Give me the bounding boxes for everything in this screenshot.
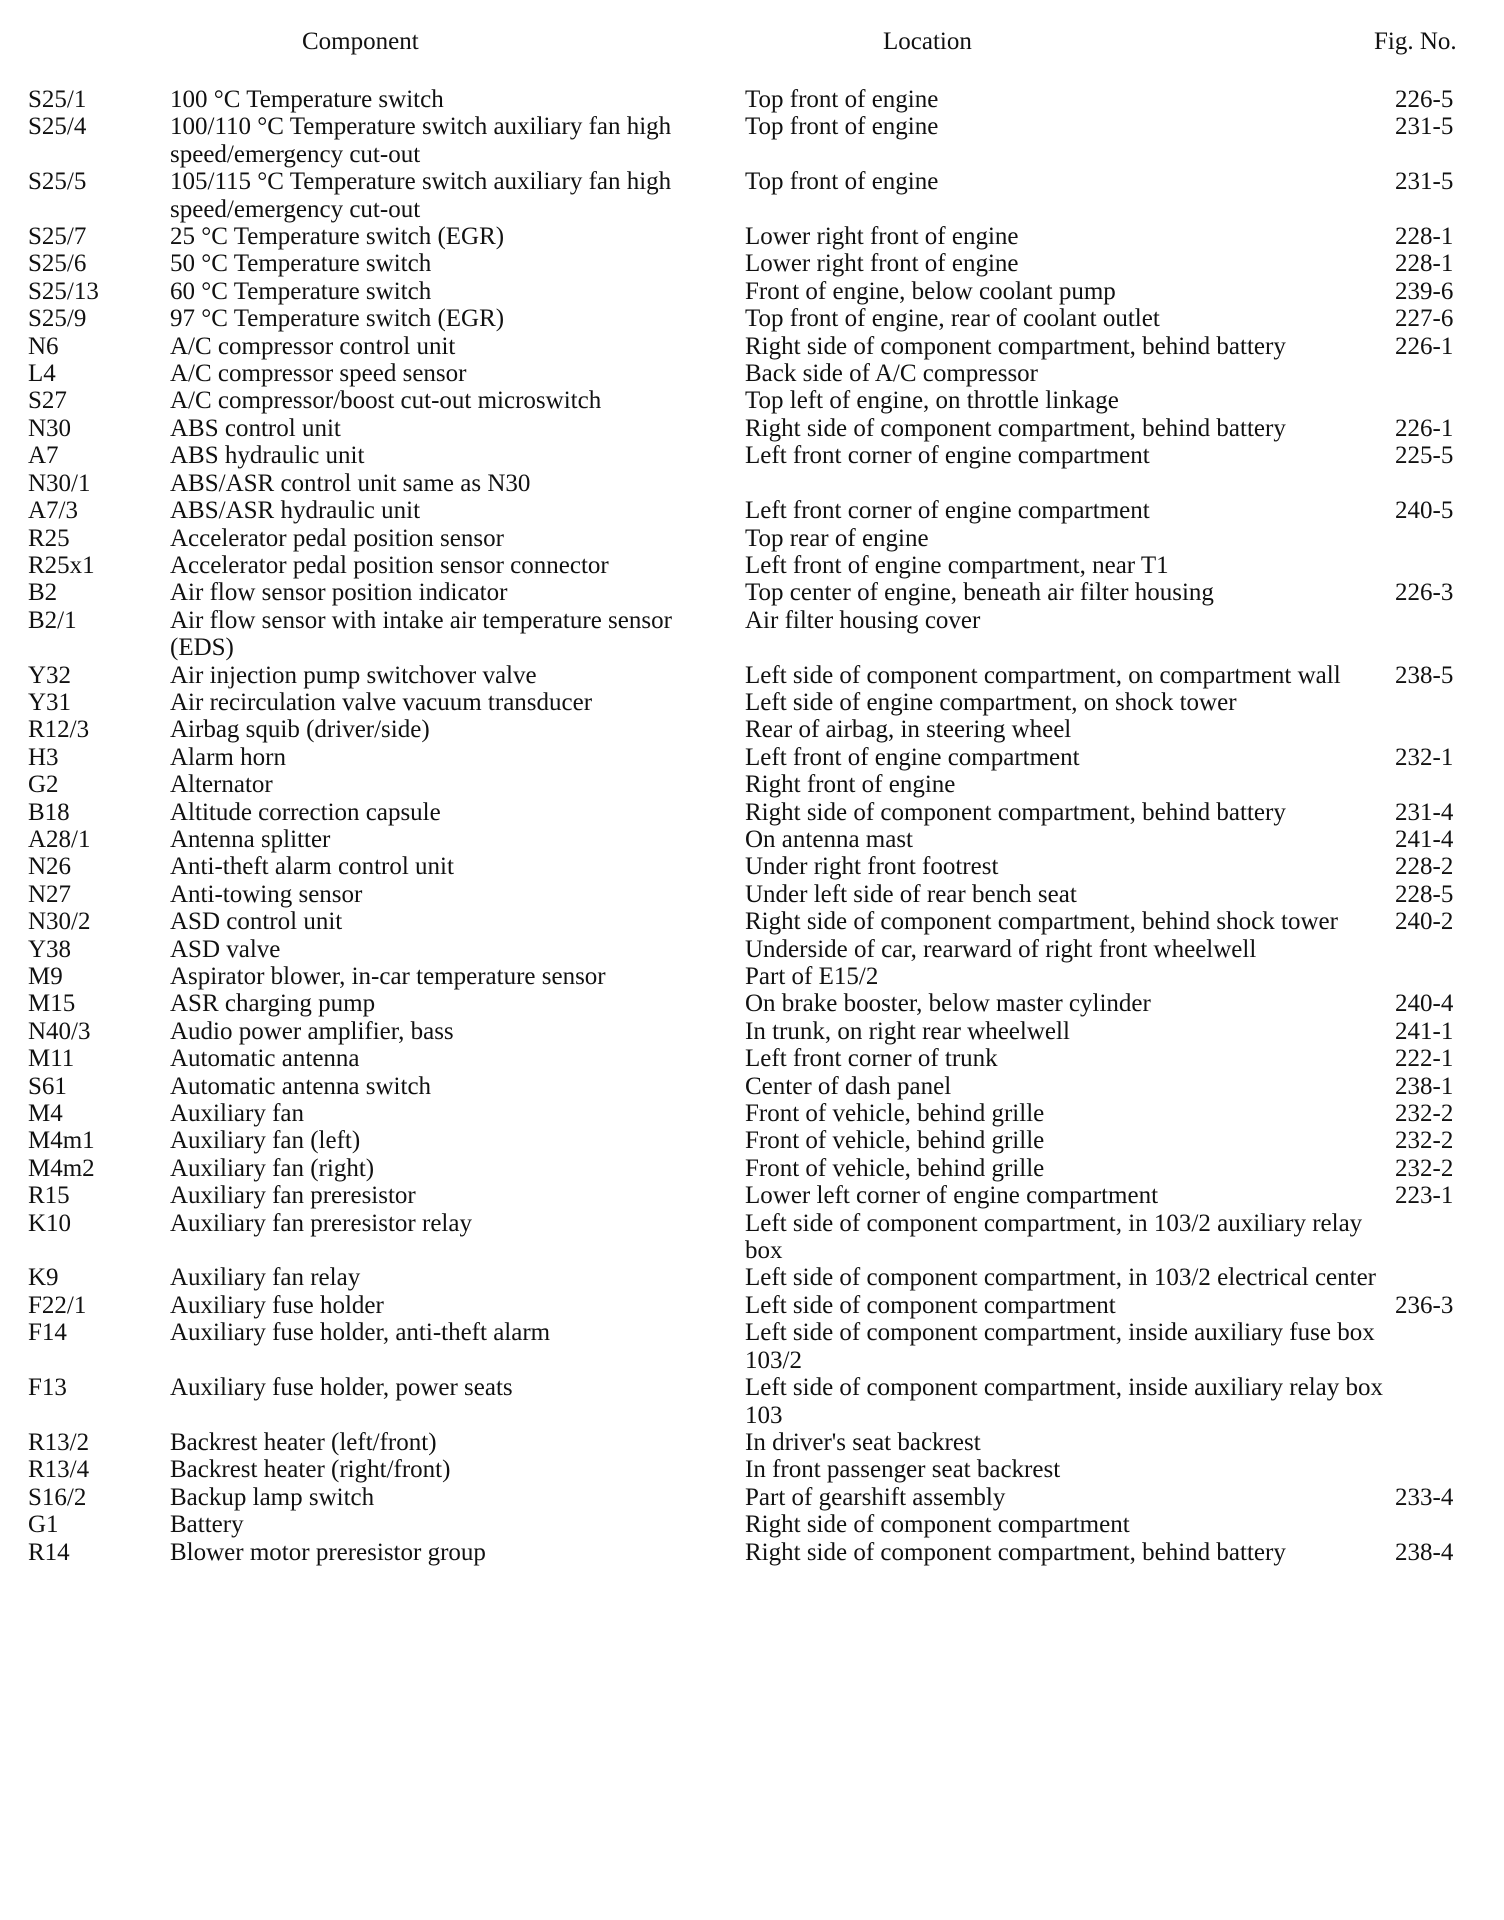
component-name: Air flow sensor position indicator xyxy=(170,579,508,607)
component-location: Left side of engine compartment, on shock tower xyxy=(745,688,1237,716)
component-code: F13 xyxy=(28,1374,67,1402)
table-row xyxy=(0,881,1504,908)
figure-number xyxy=(1395,1429,1504,1456)
component-location: Top front of engine xyxy=(745,86,939,113)
component-location: Left front corner of engine compartment xyxy=(745,497,1150,525)
component-code: S25/9 xyxy=(28,305,87,333)
component-name: 100/110 °C Temperature switch auxiliary fan high speed/emergency cut-out xyxy=(170,113,672,168)
component-code: S25/6 xyxy=(28,250,87,278)
figure-number xyxy=(1395,1319,1504,1374)
figure-number xyxy=(1395,689,1504,716)
component-location: Under left side of rear bench seat xyxy=(745,880,1077,908)
figure-number: 238-1 xyxy=(1395,1072,1454,1100)
component-code: R12/3 xyxy=(28,716,90,744)
figure-number: 226-1 xyxy=(1395,414,1454,442)
table-row xyxy=(0,113,1504,168)
component-location xyxy=(745,470,1395,497)
header-fig-no: Fig. No. xyxy=(1374,28,1457,55)
component-code: Y32 xyxy=(28,661,72,689)
component-name: Auxiliary fuse holder, anti-theft alarm xyxy=(170,1319,551,1347)
figure-number: 240-5 xyxy=(1395,497,1454,525)
component-code: A7/3 xyxy=(28,497,78,525)
component-code: F22/1 xyxy=(28,1291,87,1319)
component-location: Left side of component compartment xyxy=(745,1291,1116,1319)
component-code: M9 xyxy=(28,963,63,990)
component-code: N30/2 xyxy=(28,908,91,936)
figure-number: 222-1 xyxy=(1395,1045,1454,1073)
component-location: Lower right front of engine xyxy=(745,250,1019,278)
table-row xyxy=(0,607,1504,662)
figure-number: 233-4 xyxy=(1395,1483,1454,1511)
header-location: Location xyxy=(883,28,972,55)
component-name: Auxiliary fan preresistor xyxy=(170,1182,416,1210)
component-code: K9 xyxy=(28,1264,59,1292)
component-name: 50 °C Temperature switch xyxy=(170,250,432,278)
table-row xyxy=(0,908,1504,935)
figure-number xyxy=(1395,771,1504,798)
component-code: N26 xyxy=(28,853,72,881)
component-location: Right side of component compartment, behind shock tower xyxy=(745,908,1338,936)
component-code: G2 xyxy=(28,771,59,799)
component-code: A28/1 xyxy=(28,825,91,853)
table-row xyxy=(0,799,1504,826)
table-row xyxy=(0,250,1504,277)
table-row xyxy=(0,771,1504,798)
component-name: Blower motor preresistor group xyxy=(170,1538,486,1566)
component-code: R14 xyxy=(28,1538,70,1566)
figure-number xyxy=(1395,552,1504,579)
component-code: S16/2 xyxy=(28,1483,87,1511)
component-name: 100 °C Temperature switch xyxy=(170,86,444,113)
component-location: Top front of engine, rear of coolant outlet xyxy=(745,305,1160,333)
component-code: K10 xyxy=(28,1209,72,1237)
component-name: ASR charging pump xyxy=(170,990,376,1018)
table-row xyxy=(0,278,1504,305)
table-row xyxy=(0,86,1504,113)
component-name: Anti-theft alarm control unit xyxy=(170,853,454,881)
component-name: ABS control unit xyxy=(170,414,341,442)
component-code: R15 xyxy=(28,1182,70,1210)
component-name: 25 °C Temperature switch (EGR) xyxy=(170,223,505,251)
component-name: 105/115 °C Temperature switch auxiliary fan high speed/emergency cut-out xyxy=(170,168,672,223)
figure-number: 223-1 xyxy=(1395,1182,1454,1210)
table-row xyxy=(0,1374,1504,1429)
component-location: Right side of component compartment, behind battery xyxy=(745,332,1286,360)
component-code: B18 xyxy=(28,798,70,826)
component-location: Left front of engine compartment, near T1 xyxy=(745,551,1169,579)
component-code: B2/1 xyxy=(28,606,77,634)
component-location: Rear of airbag, in steering wheel xyxy=(745,716,1072,744)
table-row xyxy=(0,470,1504,497)
figure-number xyxy=(1395,1374,1504,1429)
table-row xyxy=(0,1539,1504,1566)
table-row xyxy=(0,853,1504,880)
component-code: R13/2 xyxy=(28,1428,90,1456)
component-code: M11 xyxy=(28,1045,75,1073)
component-location: Lower right front of engine xyxy=(745,223,1019,251)
table-row xyxy=(0,689,1504,716)
figure-number xyxy=(1395,716,1504,743)
component-name: Backup lamp switch xyxy=(170,1483,375,1511)
figure-number: 226-3 xyxy=(1395,579,1454,607)
component-location: In front passenger seat backrest xyxy=(745,1456,1061,1484)
component-code: N30/1 xyxy=(28,469,91,497)
table-row xyxy=(0,1018,1504,1045)
table-row xyxy=(0,1182,1504,1209)
component-name: Backrest heater (right/front) xyxy=(170,1456,451,1484)
table-header xyxy=(0,28,1504,62)
component-code: S25/5 xyxy=(28,168,87,196)
table-body xyxy=(0,86,1504,1566)
component-location: Front of engine, below coolant pump xyxy=(745,277,1116,305)
component-name: Air flow sensor with intake air temperature sensor (EDS) xyxy=(170,606,672,662)
component-location: Part of E15/2 xyxy=(745,963,879,990)
component-code: N6 xyxy=(28,332,59,360)
component-location: Left front corner of trunk xyxy=(745,1045,998,1073)
component-code: R13/4 xyxy=(28,1456,90,1484)
component-location: Left side of component compartment, in 103/2 auxiliary relay box xyxy=(745,1209,1363,1265)
table-row xyxy=(0,360,1504,387)
component-name: Auxiliary fuse holder xyxy=(170,1291,384,1319)
figure-number xyxy=(1395,387,1504,414)
component-code: S25/1 xyxy=(28,86,87,113)
component-code: M4m2 xyxy=(28,1154,95,1182)
component-name: A/C compressor speed sensor xyxy=(170,360,467,388)
component-name: Antenna splitter xyxy=(170,825,331,853)
component-name: Auxiliary fan relay xyxy=(170,1264,361,1292)
component-name: 97 °C Temperature switch (EGR) xyxy=(170,305,505,333)
table-row xyxy=(0,744,1504,771)
component-code: A7 xyxy=(28,442,59,470)
component-code: G1 xyxy=(28,1511,59,1539)
table-row xyxy=(0,1511,1504,1538)
component-name: Aspirator blower, in-car temperature sensor xyxy=(170,963,606,990)
component-location: Left side of component compartment, on compartment wall xyxy=(745,661,1341,689)
component-code: S25/4 xyxy=(28,113,87,141)
component-code: B2 xyxy=(28,579,58,607)
table-row xyxy=(0,1429,1504,1456)
table-row xyxy=(0,1073,1504,1100)
component-code: H3 xyxy=(28,743,59,771)
component-location: Left side of component compartment, inside auxiliary relay box 103 xyxy=(745,1374,1384,1429)
component-name: Air injection pump switchover valve xyxy=(170,661,537,689)
component-code: S61 xyxy=(28,1072,67,1100)
component-name: Altitude correction capsule xyxy=(170,798,441,826)
component-code: R25 xyxy=(28,524,70,552)
figure-number: 228-1 xyxy=(1395,250,1454,278)
component-name: ABS hydraulic unit xyxy=(170,442,365,470)
component-location: Lower left corner of engine compartment xyxy=(745,1182,1159,1210)
component-name: Alternator xyxy=(170,771,273,799)
table-row xyxy=(0,826,1504,853)
figure-number: 240-4 xyxy=(1395,990,1454,1018)
component-name: Automatic antenna xyxy=(170,1045,360,1073)
table-row xyxy=(0,1045,1504,1072)
component-name: Accelerator pedal position sensor connector xyxy=(170,551,609,579)
figure-number: 228-2 xyxy=(1395,853,1454,881)
table-row xyxy=(0,168,1504,223)
component-name: ABS/ASR control unit same as N30 xyxy=(170,469,531,497)
table-row xyxy=(0,662,1504,689)
component-code: R25x1 xyxy=(28,551,95,579)
component-name: Anti-towing sensor xyxy=(170,880,363,908)
component-name: ASD control unit xyxy=(170,908,343,936)
figure-number xyxy=(1395,470,1504,497)
component-code: M4 xyxy=(28,1100,63,1128)
figure-number: 232-2 xyxy=(1395,1127,1454,1155)
component-name: Backrest heater (left/front) xyxy=(170,1428,437,1456)
component-code: S27 xyxy=(28,387,67,415)
table-row xyxy=(0,1319,1504,1374)
component-name: Auxiliary fan preresistor relay xyxy=(170,1209,472,1237)
table-row xyxy=(0,333,1504,360)
component-location: Left side of component compartment, in 103/2 electrical center xyxy=(745,1264,1377,1292)
component-location: Top front of engine xyxy=(745,113,939,141)
component-location: Top left of engine, on throttle linkage xyxy=(745,387,1119,415)
component-location: Part of gearshift assembly xyxy=(745,1483,1006,1511)
component-location: Left front corner of engine compartment xyxy=(745,442,1150,470)
table-row xyxy=(0,1210,1504,1265)
component-location: Air filter housing cover xyxy=(745,606,981,634)
component-name: Auxiliary fan (right) xyxy=(170,1154,375,1182)
figure-number: 239-6 xyxy=(1395,277,1454,305)
component-location: Underside of car, rearward of right front wheelwell xyxy=(745,935,1257,963)
table-row xyxy=(0,387,1504,414)
component-location: Front of vehicle, behind grille xyxy=(745,1100,1045,1128)
component-name: Auxiliary fan xyxy=(170,1100,304,1128)
component-name: Air recirculation valve vacuum transducer xyxy=(170,688,593,716)
table-row xyxy=(0,1100,1504,1127)
component-location: Front of vehicle, behind grille xyxy=(745,1154,1045,1182)
figure-number: 231-4 xyxy=(1395,798,1454,826)
component-location: Back side of A/C compressor xyxy=(745,360,1039,388)
component-location: Top rear of engine xyxy=(745,524,929,552)
table-row xyxy=(0,1292,1504,1319)
figure-number xyxy=(1395,1210,1504,1265)
component-name: Alarm horn xyxy=(170,743,286,771)
component-name: 60 °C Temperature switch xyxy=(170,277,432,305)
component-location: Right front of engine xyxy=(745,771,956,799)
component-code: L4 xyxy=(28,360,56,388)
component-location: In trunk, on right rear wheelwell xyxy=(745,1017,1070,1045)
figure-number: 226-1 xyxy=(1395,332,1454,360)
table-row xyxy=(0,497,1504,524)
figure-number: 231-5 xyxy=(1395,113,1454,141)
table-row xyxy=(0,442,1504,469)
component-code: N30 xyxy=(28,414,72,442)
component-location: Right side of component compartment, behind battery xyxy=(745,1538,1286,1566)
figure-number: 232-2 xyxy=(1395,1100,1454,1128)
component-code: M15 xyxy=(28,990,76,1018)
figure-number: 236-3 xyxy=(1395,1291,1454,1319)
component-name: Battery xyxy=(170,1511,244,1539)
component-code: Y38 xyxy=(28,935,72,963)
component-name: Automatic antenna switch xyxy=(170,1072,432,1100)
table-row xyxy=(0,415,1504,442)
table-row xyxy=(0,1127,1504,1154)
component-code: M4m1 xyxy=(28,1127,95,1155)
component-location: Right side of component compartment, behind battery xyxy=(745,414,1286,442)
component-location: Top center of engine, beneath air filter housing xyxy=(745,579,1214,607)
component-location: Center of dash panel xyxy=(745,1072,952,1100)
table-row xyxy=(0,1456,1504,1483)
component-name: ABS/ASR hydraulic unit xyxy=(170,497,421,525)
figure-number: 231-5 xyxy=(1395,168,1454,196)
table-row xyxy=(0,963,1504,990)
component-name: Auxiliary fan (left) xyxy=(170,1127,361,1155)
table-row xyxy=(0,716,1504,743)
header-component: Component xyxy=(302,28,419,55)
component-location: Left front of engine compartment xyxy=(745,743,1080,771)
figure-number xyxy=(1395,1264,1504,1291)
component-name: A/C compressor/boost cut-out microswitch xyxy=(170,387,602,415)
table-row xyxy=(0,579,1504,606)
figure-number: 227-6 xyxy=(1395,305,1454,333)
component-location: Right side of component compartment, behind battery xyxy=(745,798,1286,826)
figure-number: 232-1 xyxy=(1395,743,1454,771)
component-location: On brake booster, below master cylinder xyxy=(745,990,1151,1018)
figure-number xyxy=(1395,1456,1504,1483)
figure-number: 241-1 xyxy=(1395,1017,1454,1045)
component-location-table xyxy=(0,86,1504,1566)
component-name: A/C compressor control unit xyxy=(170,332,456,360)
figure-number xyxy=(1395,963,1504,990)
table-row xyxy=(0,1155,1504,1182)
figure-number: 238-5 xyxy=(1395,661,1454,689)
figure-number xyxy=(1395,1511,1504,1538)
component-location: Top front of engine xyxy=(745,168,939,196)
component-name: Airbag squib (driver/side) xyxy=(170,716,430,744)
component-location: Right side of component compartment xyxy=(745,1511,1130,1539)
table-row xyxy=(0,1484,1504,1511)
component-name: Auxiliary fuse holder, power seats xyxy=(170,1374,513,1402)
figure-number: 225-5 xyxy=(1395,442,1454,470)
table-row xyxy=(0,305,1504,332)
component-name: Audio power amplifier, bass xyxy=(170,1017,454,1045)
component-code: F14 xyxy=(28,1319,67,1347)
figure-number xyxy=(1395,936,1504,963)
component-location: Under right front footrest xyxy=(745,853,999,881)
figure-number: 232-2 xyxy=(1395,1154,1454,1182)
component-code: S25/7 xyxy=(28,223,87,251)
table-row xyxy=(0,1264,1504,1291)
figure-number: 226-5 xyxy=(1395,86,1454,113)
table-row xyxy=(0,552,1504,579)
figure-number: 228-1 xyxy=(1395,223,1454,251)
table-row xyxy=(0,525,1504,552)
table-row xyxy=(0,223,1504,250)
figure-number xyxy=(1395,607,1504,662)
figure-number: 238-4 xyxy=(1395,1538,1454,1566)
figure-number xyxy=(1395,525,1504,552)
component-code: S25/13 xyxy=(28,277,99,305)
component-code: N40/3 xyxy=(28,1017,91,1045)
component-name: ASD valve xyxy=(170,935,281,963)
component-location: In driver's seat backrest xyxy=(745,1428,981,1456)
component-location: Left side of component compartment, inside auxiliary fuse box 103/2 xyxy=(745,1319,1375,1374)
figure-number: 240-2 xyxy=(1395,908,1454,936)
component-location: On antenna mast xyxy=(745,825,914,853)
component-location: Front of vehicle, behind grille xyxy=(745,1127,1045,1155)
component-name: Accelerator pedal position sensor xyxy=(170,524,504,552)
figure-number xyxy=(1395,360,1504,387)
figure-number: 228-5 xyxy=(1395,880,1454,908)
table-row xyxy=(0,990,1504,1017)
component-code: Y31 xyxy=(28,688,72,716)
figure-number: 241-4 xyxy=(1395,825,1454,853)
table-row xyxy=(0,936,1504,963)
component-code: N27 xyxy=(28,880,72,908)
